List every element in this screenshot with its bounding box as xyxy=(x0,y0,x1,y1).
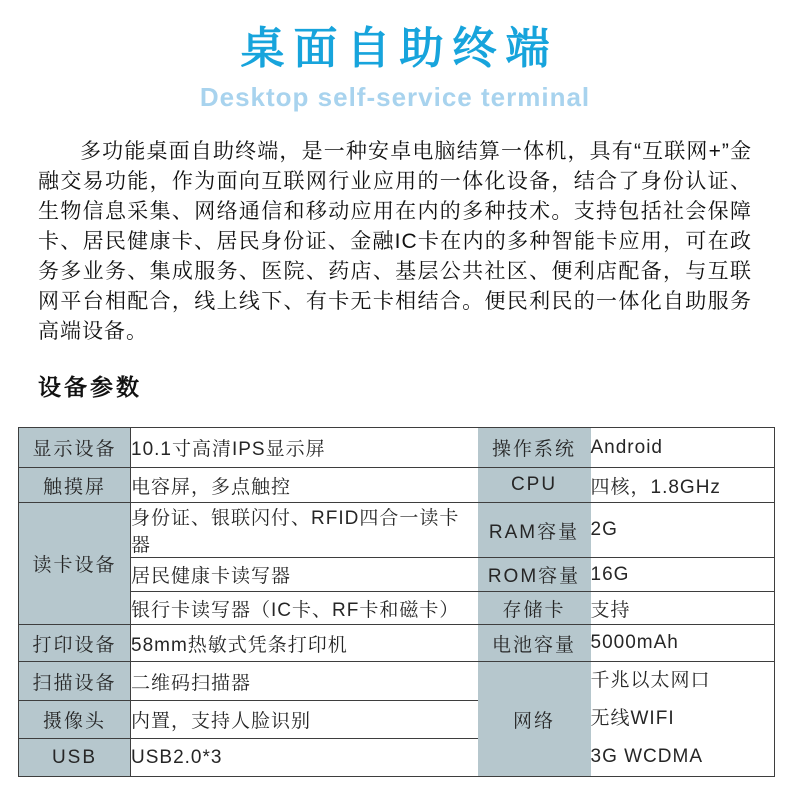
spec-label-battery: 电池容量 xyxy=(478,625,591,662)
spec-label-card-reader: 读卡设备 xyxy=(19,503,131,625)
page-title: 桌面自助终端 xyxy=(240,24,559,73)
spec-value-card-reader-3: 银行卡读写器（IC卡、RF卡和磁卡） xyxy=(131,592,478,625)
table-row xyxy=(19,428,775,468)
table-row xyxy=(19,468,775,503)
spec-value-network xyxy=(591,662,775,777)
spec-value-os: Android xyxy=(591,428,775,468)
spec-value-rom: 16G xyxy=(591,558,775,592)
spec-value-card-reader-2: 居民健康卡读写器 xyxy=(131,558,478,592)
network-value-wifi: 无线WIFI xyxy=(590,708,675,729)
spec-value-scanner: 二维码扫描器 xyxy=(131,662,478,701)
spec-label-scanner: 扫描设备 xyxy=(19,662,131,701)
spec-label-usb: USB xyxy=(19,739,131,777)
spec-label-touchscreen: 触摸屏 xyxy=(19,468,131,503)
spec-label-rom: ROM容量 xyxy=(478,558,591,592)
spec-label-printer: 打印设备 xyxy=(19,625,131,662)
table-row xyxy=(19,503,775,558)
spec-value-printer: 58mm热敏式凭条打印机 xyxy=(131,625,478,662)
spec-value-cpu: 四核，1.8GHz xyxy=(591,468,775,503)
spec-label-sd-card: 存储卡 xyxy=(478,592,591,625)
table-row xyxy=(19,662,775,701)
spec-value-camera: 内置，支持人脸识别 xyxy=(131,701,478,739)
spec-value-ram: 2G xyxy=(591,503,775,558)
product-description: 多功能桌面自助终端，是一种安卓电脑结算一体机，具有“互联网+”金融交易功能，作为面向互联网行业应用的一体化设备，结合了身份认证、生物信息采集、网络通信和移动应用在内的多种技术。支持包括社会保障卡、居民健康卡、居民身份证、金融IC卡在内的多种智能卡应用，可在政务多业务、集成服务、医院、药店、基层公共社区、便利店配备，与互联网平台相配合，线上线下、有卡无卡相结合。便民利民的一体化自助服务高端设备。 xyxy=(38,140,752,343)
network-value-3g: 3G WCDMA xyxy=(590,746,703,767)
table-row xyxy=(19,592,775,625)
spec-value-display: 10.1寸高清IPS显示屏 xyxy=(131,428,478,468)
spec-label-cpu: CPU xyxy=(478,468,591,503)
spec-value-sd-card: 支持 xyxy=(591,592,775,625)
spec-label-ram: RAM容量 xyxy=(478,503,591,558)
table-row xyxy=(19,625,775,662)
network-value-ethernet: 千兆以太网口 xyxy=(590,670,711,691)
spec-label-display: 显示设备 xyxy=(19,428,131,468)
spec-value-battery: 5000mAh xyxy=(591,625,775,662)
spec-label-camera: 摄像头 xyxy=(19,701,131,739)
table-row xyxy=(19,558,775,592)
page-subtitle: Desktop self-service terminal xyxy=(199,82,591,112)
spec-value-card-reader-1: 身份证、银联闪付、RFID四合一读卡器 xyxy=(131,503,478,558)
spec-value-touchscreen: 电容屏，多点触控 xyxy=(131,468,478,503)
section-title-device-params: 设备参数 xyxy=(38,374,142,400)
spec-label-network: 网络 xyxy=(478,662,591,777)
spec-value-usb: USB2.0*3 xyxy=(131,739,478,777)
spec-label-os: 操作系统 xyxy=(478,428,591,468)
spec-table xyxy=(18,427,775,777)
